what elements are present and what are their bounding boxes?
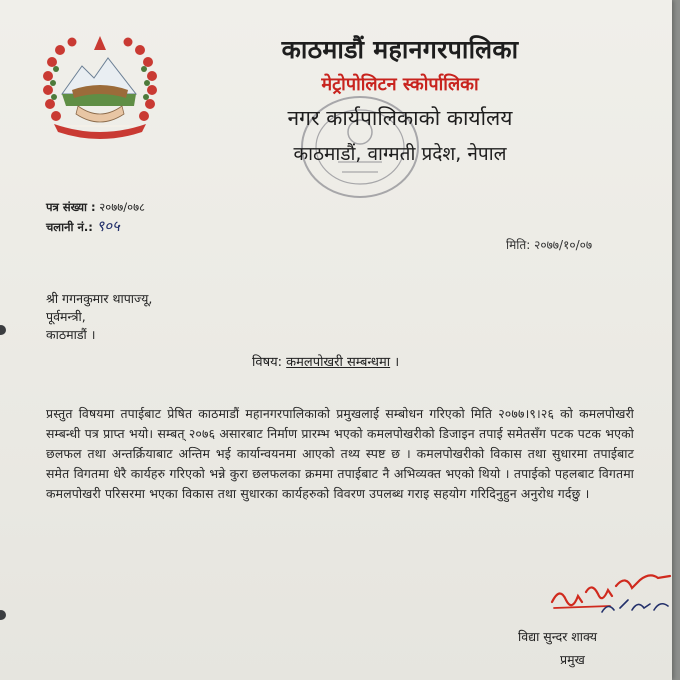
letter-body: प्रस्तुत विषयमा तपाईबाट प्रेषित काठमाडौं महानगरपालिकाको प्रमुखलाई सम्बोधन गरिएको मिति २०७७।९।२६ को कमलपोखरी सम्बन्धी पत्र प्राप्त भयो। सम्बत् २०७६ असारबाट निर्माण प्रारम्भ भएको कमलपोखरीको डिजाइन तपाई समेतसँग पटक पटक भएको छलफल तथा अन्तर्क्रियाबाट अन्तिम भई कार्यान्वयनमा आएको तथ्य स्पष्ट छ । कमलपोखरीको विकास तथा सुधारमा तपाईबाट समेत विगतमा धेरै कार्यहरु गरिएको भन्ने कुरा छलफलका क्रममा तपाईबाट नै अभिव्यक्त भएको थियो । तपाईको पहलबाट विगतमा कमलपोखरी परिसरमा भएका विकास तथा सुधारका कार्यहरुको विवरण उपलब्ध गराइ सहयोग गरिदिनुहुन अनुरोध गर्दछु । <box>46 406 634 501</box>
letter-date: मिति: २०७७/१०/०७ <box>506 238 593 252</box>
letter-subject <box>252 352 399 370</box>
recipient-place: काठमाडौं । <box>46 327 96 342</box>
letterhead-stamp: मेट्रोपोलिटन स्कोर्पालिका <box>321 74 479 95</box>
dispatch-number <box>46 216 120 236</box>
subject-end: । <box>390 355 400 370</box>
letterhead-office: नगर कार्यपालिकाको कार्यालय <box>287 106 513 130</box>
subject-text: कमलपोखरी सम्बन्धमा <box>286 355 391 370</box>
dispatch-number-value: ९०५ <box>96 217 120 235</box>
letter-number-label: पत्र संख्या : <box>46 200 96 214</box>
letter-number-value: २०७७/०७८ <box>99 200 146 214</box>
signatory-title: प्रमुख <box>560 652 585 667</box>
nepal-emblem-icon <box>38 32 162 140</box>
subject-label: विषय: <box>252 355 283 370</box>
recipient-position: पूर्वमन्त्री, <box>46 309 86 324</box>
letter-number <box>46 200 145 215</box>
letterhead-title: काठमाडौं महानगरपालिका <box>281 35 519 64</box>
punch-hole-icon <box>0 610 6 620</box>
letterhead-address: काठमाडौं, वाग्मती प्रदेश, नेपाल <box>293 143 507 165</box>
recipient-name: श्री गगनकुमार थापाज्यू, <box>46 291 153 306</box>
punch-hole-icon <box>0 325 6 335</box>
signature-icon <box>546 556 672 618</box>
signatory-name: विद्या सुन्दर शाक्य <box>518 629 597 644</box>
dispatch-number-label: चलानी नं.: <box>46 220 93 234</box>
